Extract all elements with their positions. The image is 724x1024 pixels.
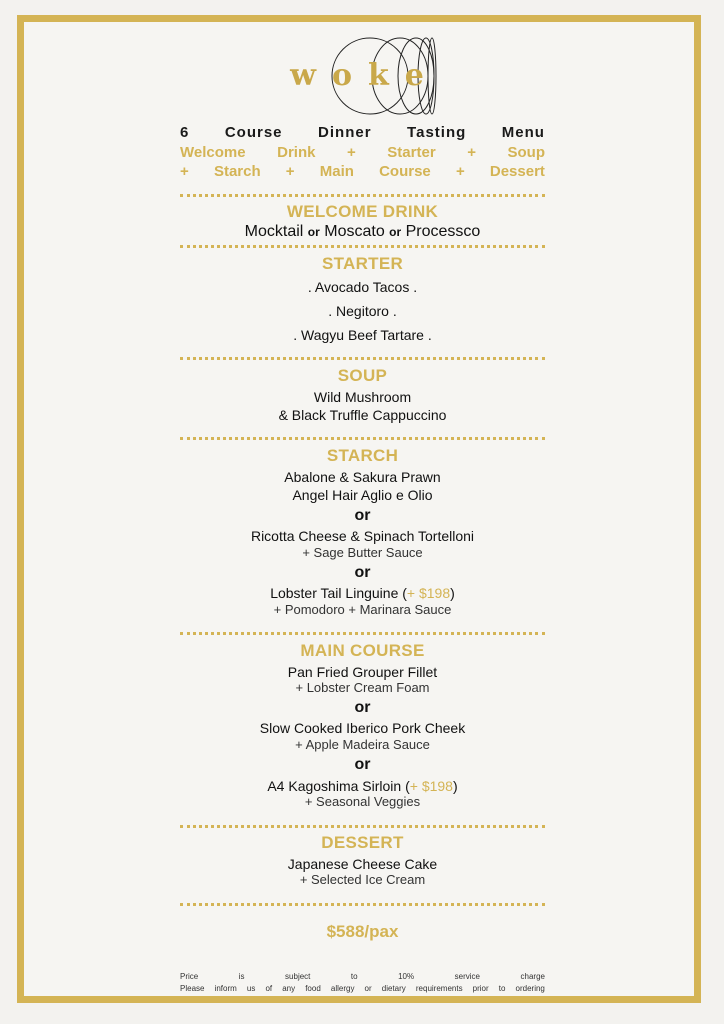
footer-word: inform xyxy=(214,984,237,993)
main-option xyxy=(180,778,545,794)
footer-allergy-notice xyxy=(180,984,545,993)
starch-option: Angel Hair Aglio e Olio xyxy=(292,487,433,503)
brand-name: woke xyxy=(290,58,440,93)
soup-title: SOUP xyxy=(337,366,388,385)
course-word: Main xyxy=(319,163,354,180)
footer-word: or xyxy=(364,984,372,993)
divider xyxy=(180,825,545,828)
main-note: + Apple Madeira Sauce xyxy=(295,737,430,752)
course-word: Starter xyxy=(387,144,436,161)
headline-word: Course xyxy=(224,124,283,141)
course-word: Soup xyxy=(507,144,545,161)
or-label: or xyxy=(354,564,371,581)
or-label: or xyxy=(307,225,320,239)
footer-word: of xyxy=(265,984,273,993)
price-per-pax: $588/pax xyxy=(326,922,399,941)
course-word: Dessert xyxy=(489,163,545,180)
divider xyxy=(180,437,545,440)
footer-word: 10% xyxy=(398,972,415,981)
surcharge: + $198 xyxy=(409,778,453,794)
soup-line: & Black Truffle Cappuccino xyxy=(278,407,447,423)
course-sep: + xyxy=(285,163,295,180)
headline-word: Dinner xyxy=(318,124,372,141)
footer-word: charge xyxy=(520,972,545,981)
starter-item: . Wagyu Beef Tartare . xyxy=(293,327,432,343)
course-sep: + xyxy=(455,163,465,180)
footer-word: ordering xyxy=(515,984,545,993)
course-word: Drink xyxy=(277,144,316,161)
course-sep: + xyxy=(467,144,476,161)
starter-item: . Avocado Tacos . xyxy=(307,279,418,295)
paren-close: ) xyxy=(452,778,458,794)
menu-headline xyxy=(180,124,545,141)
main-note: + Lobster Cream Foam xyxy=(295,680,430,695)
main-note: + Seasonal Veggies xyxy=(304,794,421,809)
starch-option: Abalone & Sakura Prawn xyxy=(284,469,441,485)
welcome-title: WELCOME DRINK xyxy=(286,202,439,221)
footer-word: service xyxy=(454,972,480,981)
welcome-option: Mocktail xyxy=(244,223,304,240)
main-title: MAIN COURSE xyxy=(300,641,425,660)
headline-word: Menu xyxy=(501,124,545,141)
main-option-text: A4 Kagoshima Sirloin ( xyxy=(267,778,410,794)
headline-word: Tasting xyxy=(407,124,467,141)
or-label: or xyxy=(389,225,402,239)
soup-line: Wild Mushroom xyxy=(313,389,412,405)
dessert-title: DESSERT xyxy=(321,833,404,852)
paren-close: ) xyxy=(450,585,455,601)
course-sep: + xyxy=(347,144,356,161)
or-label: or xyxy=(354,507,371,524)
surcharge: + $198 xyxy=(406,585,451,601)
footer-word: food xyxy=(305,984,321,993)
footer-word: requirements xyxy=(415,984,463,993)
main-option: Pan Fried Grouper Fillet xyxy=(287,664,438,680)
welcome-option: Processco xyxy=(405,223,481,240)
welcome-option: Moscato xyxy=(324,223,385,240)
welcome-options xyxy=(180,223,545,241)
footer-word: to xyxy=(498,984,506,993)
course-sep: + xyxy=(180,163,189,180)
dessert-note: + Selected Ice Cream xyxy=(299,872,426,887)
footer-word: any xyxy=(282,984,296,993)
or-label: or xyxy=(354,699,371,716)
divider xyxy=(180,357,545,360)
footer-service-charge xyxy=(180,972,545,981)
course-word: Starch xyxy=(213,163,261,180)
main-option: Slow Cooked Iberico Pork Cheek xyxy=(259,720,466,736)
course-word: Welcome xyxy=(180,144,246,161)
headline-word: 6 xyxy=(180,124,190,141)
footer-word: to xyxy=(350,972,358,981)
footer-word: Please xyxy=(180,984,205,993)
starter-item: . Negitoro . xyxy=(328,303,397,319)
starch-title: STARCH xyxy=(326,446,399,465)
courses-line-1 xyxy=(180,144,545,161)
divider xyxy=(180,632,545,635)
divider xyxy=(180,903,545,906)
starch-option: Ricotta Cheese & Spinach Tortelloni xyxy=(250,528,475,544)
courses-line-2 xyxy=(180,163,545,180)
dessert-item: Japanese Cheese Cake xyxy=(287,856,438,872)
divider xyxy=(180,194,545,197)
divider xyxy=(180,245,545,248)
footer-word: subject xyxy=(285,972,311,981)
starter-title: STARTER xyxy=(321,254,404,273)
footer-word: Price xyxy=(180,972,199,981)
starch-note: + Sage Butter Sauce xyxy=(302,545,423,560)
or-label: or xyxy=(354,756,371,773)
footer-word: prior xyxy=(472,984,489,993)
starch-note: + Pomodoro + Marinara Sauce xyxy=(273,602,452,617)
course-word: Course xyxy=(379,163,431,180)
footer-word: is xyxy=(238,972,245,981)
footer-word: allergy xyxy=(330,984,355,993)
starch-option-text: Lobster Tail Linguine ( xyxy=(270,585,407,601)
footer-word: us xyxy=(246,984,256,993)
starch-option xyxy=(180,585,545,601)
brand-logo xyxy=(290,34,450,118)
footer-word: dietary xyxy=(381,984,406,993)
